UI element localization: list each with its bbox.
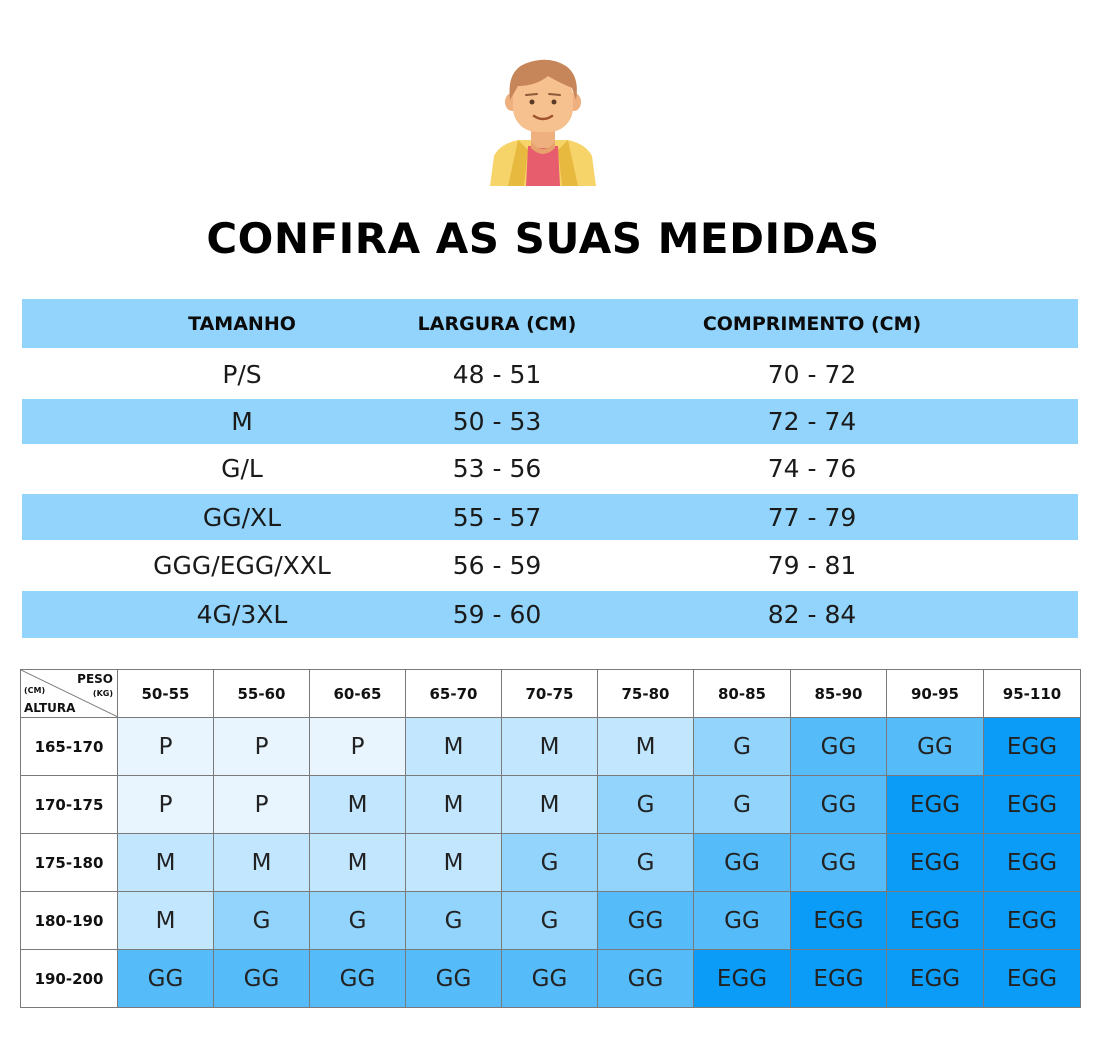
page-title: CONFIRA AS SUAS MEDIDAS — [206, 214, 880, 263]
width-value: 48 - 51 — [452, 359, 542, 389]
size-cell: G — [406, 892, 502, 950]
grid-row — [21, 776, 1081, 834]
size-cell: GG — [887, 718, 984, 776]
measurement-row — [22, 591, 1078, 638]
size-cell: EGG — [887, 776, 984, 834]
weight-header: 70-75 — [502, 670, 598, 718]
size-cell: M — [406, 834, 502, 892]
weight-header: 55-60 — [214, 670, 310, 718]
grid-row — [21, 950, 1081, 1008]
measurement-row — [22, 446, 1078, 491]
size-cell: GG — [791, 718, 887, 776]
size-cell: P — [310, 718, 406, 776]
measurement-row — [22, 494, 1078, 540]
length-value: 74 - 76 — [767, 454, 857, 483]
size-label: GGG/EGG/XXL — [153, 550, 331, 580]
length-value: 72 - 74 — [767, 407, 857, 436]
weight-header: 90-95 — [887, 670, 984, 718]
size-label: M — [231, 407, 253, 436]
size-cell: G — [694, 776, 791, 834]
size-label: 4G/3XL — [196, 600, 288, 629]
size-cell: GG — [598, 892, 694, 950]
header-tamanho: TAMANHO — [188, 312, 296, 335]
measurements-header-row — [22, 299, 1078, 348]
size-cell: EGG — [984, 950, 1081, 1008]
weight-header: 80-85 — [694, 670, 791, 718]
kg-label: (KG) — [92, 689, 113, 698]
size-cell: G — [310, 892, 406, 950]
width-value: 55 - 57 — [452, 502, 542, 532]
width-value: 53 - 56 — [452, 454, 542, 483]
size-cell: M — [310, 776, 406, 834]
grid-row — [21, 892, 1081, 950]
size-cell: M — [118, 892, 214, 950]
size-cell: EGG — [984, 776, 1081, 834]
size-cell: P — [118, 776, 214, 834]
measurement-row — [22, 399, 1078, 444]
size-cell: EGG — [694, 950, 791, 1008]
size-cell: M — [502, 776, 598, 834]
size-cell: GG — [694, 892, 791, 950]
size-cell: G — [214, 892, 310, 950]
size-cell: EGG — [791, 950, 887, 1008]
size-cell: GG — [214, 950, 310, 1008]
size-cell: M — [406, 718, 502, 776]
size-cell: G — [502, 834, 598, 892]
width-value: 59 - 60 — [452, 600, 542, 629]
size-cell: EGG — [887, 834, 984, 892]
size-label: GG/XL — [202, 502, 282, 532]
size-cell: GG — [310, 950, 406, 1008]
size-cell: M — [598, 718, 694, 776]
cm-label: (CM) — [24, 686, 46, 695]
altura-label: ALTURA — [24, 701, 76, 715]
size-cell: G — [694, 718, 791, 776]
grid-row — [21, 834, 1081, 892]
size-cell: M — [310, 834, 406, 892]
measurement-row — [22, 351, 1078, 397]
size-cell: GG — [791, 834, 887, 892]
size-cell: P — [214, 776, 310, 834]
size-label: P/S — [222, 359, 262, 389]
grid-header-row — [21, 670, 1081, 718]
width-value: 50 - 53 — [452, 407, 542, 436]
size-cell: GG — [598, 950, 694, 1008]
size-cell: M — [214, 834, 310, 892]
weight-header: 50-55 — [118, 670, 214, 718]
weight-header: 95-110 — [984, 670, 1081, 718]
height-label: 180-190 — [21, 892, 118, 950]
size-cell: EGG — [984, 834, 1081, 892]
size-cell: G — [598, 834, 694, 892]
weight-header: 65-70 — [406, 670, 502, 718]
size-cell: EGG — [887, 892, 984, 950]
length-value: 82 - 84 — [767, 600, 857, 629]
size-cell: M — [502, 718, 598, 776]
size-cell: GG — [406, 950, 502, 1008]
size-cell: GG — [791, 776, 887, 834]
length-value: 77 - 79 — [767, 502, 857, 532]
size-cell: EGG — [984, 892, 1081, 950]
person-avatar-icon — [488, 58, 598, 186]
weight-header: 85-90 — [791, 670, 887, 718]
measurement-row — [22, 542, 1078, 588]
size-cell: M — [118, 834, 214, 892]
size-label: G/L — [221, 454, 263, 483]
width-value: 56 - 59 — [452, 550, 542, 580]
size-cell: M — [406, 776, 502, 834]
size-cell: EGG — [887, 950, 984, 1008]
length-value: 70 - 72 — [767, 359, 857, 389]
peso-label: PESO — [77, 672, 113, 686]
grid-row — [21, 718, 1081, 776]
size-cell: GG — [694, 834, 791, 892]
height-label: 175-180 — [21, 834, 118, 892]
height-label: 170-175 — [21, 776, 118, 834]
size-cell: GG — [502, 950, 598, 1008]
size-cell: G — [502, 892, 598, 950]
header-comprimento: COMPRIMENTO (CM) — [702, 312, 922, 335]
weight-header: 75-80 — [598, 670, 694, 718]
height-label: 165-170 — [21, 718, 118, 776]
size-cell: GG — [118, 950, 214, 1008]
height-label: 190-200 — [21, 950, 118, 1008]
weight-header: 60-65 — [310, 670, 406, 718]
size-grid — [20, 669, 1081, 1008]
size-cell: G — [598, 776, 694, 834]
grid-corner — [21, 670, 118, 718]
header-largura: LARGURA (CM) — [417, 312, 577, 335]
size-cell: P — [118, 718, 214, 776]
size-cell: EGG — [791, 892, 887, 950]
length-value: 79 - 81 — [767, 550, 857, 580]
size-cell: P — [214, 718, 310, 776]
size-cell: EGG — [984, 718, 1081, 776]
